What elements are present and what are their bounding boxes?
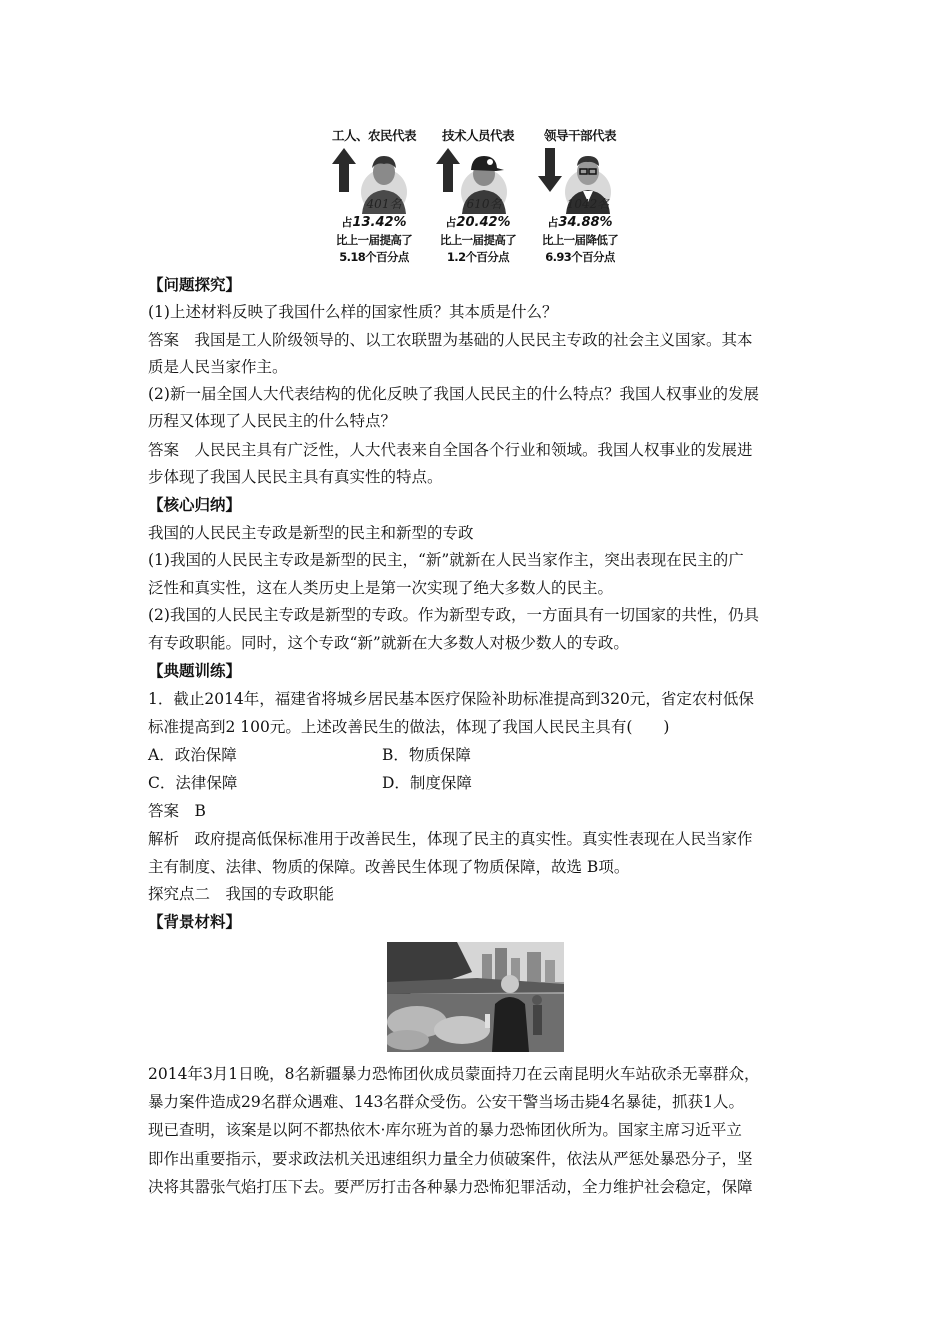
infographic-title: 领导干部代表	[543, 128, 616, 143]
summary-point-2-cont: 有专政职能。同时，这个专政“新”就新在大多数人对极少数人的专政。	[148, 634, 629, 652]
share-percent: 占34.88%	[547, 215, 613, 230]
background-text-2: 暴力案件造成29名群众遇难、143名群众受伤。公安干警当场击毙4名暴徒，抓获1人。	[148, 1093, 745, 1111]
worker-farmer-figure	[322, 142, 426, 214]
summary-point-1: (1)我国的人民民主专政是新型的民主，“新”就新在人民当家作主，突出表现在民主的广	[148, 551, 744, 569]
infographic-title: 工人、农民代表	[331, 128, 416, 143]
infographic-worker-farmer	[322, 122, 426, 270]
arrow-down-icon	[538, 148, 562, 192]
npc-deputies-infographic	[322, 122, 632, 270]
summary-text: 我国的人民民主专政是新型的民主和新型的专政	[148, 524, 474, 542]
question-2-cont: 历程又体现了人民民主的什么特点？	[148, 412, 397, 430]
exercise-question-cont: 标准提高到2 100元。上述改善民生的做法，体现了我国人民民主具有( )	[148, 718, 670, 736]
news-photo	[387, 942, 564, 1052]
infographic-leaders	[528, 122, 632, 270]
deputy-count: 1042名	[566, 197, 610, 211]
background-text-5: 决将其嚣张气焰打压下去。要严厉打击各种暴力恐怖犯罪活动，全力维护社会稳定，保障	[148, 1178, 753, 1196]
change-text: 比上一届提高了 5.18个百分点	[335, 233, 413, 264]
background-text-3: 现已查明，该案是以阿不都热依木·库尔班为首的暴力恐怖团伙所为。国家主席习近平立	[148, 1121, 742, 1139]
section-heading-exercise: 【典题训练】	[148, 661, 242, 680]
exercise-analysis-cont: 主有制度、法律、物质的保障。改善民生体现了物质保障，故选 B项。	[148, 858, 630, 876]
exercise-question: 1．截止2014年，福建省将城乡居民基本医疗保险补助标准提高到320元，省定农村低保	[148, 690, 754, 708]
option-b: B．物质保障	[382, 746, 471, 764]
question-2: (2)新一届全国人大代表结构的优化反映了我国人民民主的什么特点？我国人权事业的发展	[148, 385, 759, 403]
section-heading-inquiry: 【问题探究】	[148, 275, 242, 294]
technical-figure	[426, 142, 530, 214]
share-percent: 占13.42%	[341, 215, 407, 230]
section-heading-summary: 【核心归纳】	[148, 495, 242, 514]
share-percent: 占20.42%	[445, 215, 511, 230]
exercise-answer: 答案 B	[148, 802, 206, 820]
option-d: D．制度保障	[382, 774, 472, 792]
answer-1: 答案 我国是工人阶级领导的、以工农联盟为基础的人民民主专政的社会主义国家。其本	[148, 331, 753, 349]
summary-point-1-cont: 泛性和真实性，这在人类历史上是第一次实现了绝大多数人的民主。	[148, 579, 614, 597]
deputy-count: 610名	[466, 197, 502, 211]
background-text-1: 2014年3月1日晚，8名新疆暴力恐怖团伙成员蒙面持刀在云南昆明火车站砍杀无辜群众，	[148, 1065, 760, 1083]
question-1: (1)上述材料反映了我国什么样的国家性质？其本质是什么？	[148, 303, 558, 321]
exercise-analysis: 解析 政府提高低保标准用于改善民生，体现了民主的真实性。真实性表现在人民当家作	[148, 830, 753, 848]
option-c: C．法律保障	[148, 774, 238, 792]
change-text: 比上一届提高了 1.2个百分点	[439, 233, 517, 264]
summary-point-2: (2)我国的人民民主专政是新型的专政。作为新型专政，一方面具有一切国家的共性，仍具	[148, 606, 759, 624]
change-text: 比上一届降低了 6.93个百分点	[541, 233, 619, 264]
inquiry-point-2: 探究点二 我国的专政职能	[148, 885, 335, 903]
answer-2: 答案 人民民主具有广泛性，人大代表来自全国各个行业和领域。我国人权事业的发展进	[148, 441, 753, 459]
answer-1-cont: 质是人民当家作主。	[148, 358, 288, 376]
arrow-up-icon	[436, 148, 460, 192]
deputy-count: 401名	[366, 197, 402, 211]
arrow-up-icon	[332, 148, 356, 192]
answer-2-cont: 步体现了我国人民民主具有真实性的特点。	[148, 468, 443, 486]
infographic-technical	[426, 122, 530, 270]
leaders-figure	[528, 142, 632, 214]
infographic-title: 技术人员代表	[441, 128, 514, 143]
section-heading-background: 【背景材料】	[148, 912, 242, 931]
background-text-4: 即作出重要指示，要求政法机关迅速组织力量全力侦破案件，依法从严惩处暴恐分子，坚	[148, 1150, 753, 1168]
option-a: A．政治保障	[148, 746, 237, 764]
